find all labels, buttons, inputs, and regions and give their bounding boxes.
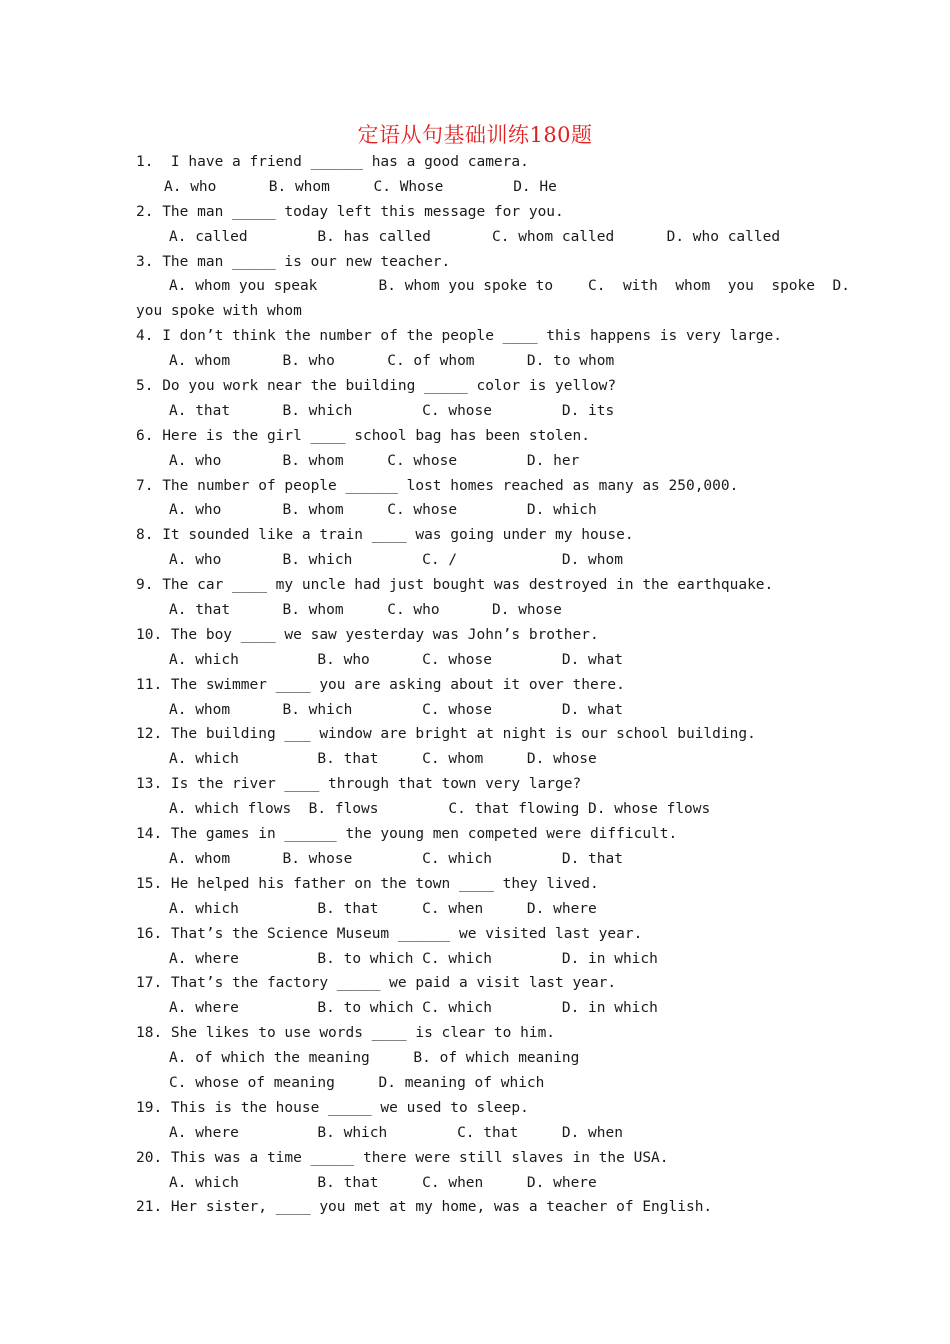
answer-options: A. of which the meaning B. of which meaning: [169, 1050, 580, 1067]
answer-options: A. that B. which C. whose D. its: [169, 402, 615, 419]
question-text: 16. That’s the Science Museum ______ we visited last year.: [136, 925, 643, 942]
question-text: 21. Her sister, ____ you met at my home, was a teacher of English.: [136, 1199, 713, 1216]
question-text: 5. Do you work near the building _____ color is yellow?: [136, 378, 617, 395]
question-list: [136, 150, 850, 1220]
answer-options: A. who B. which C. / D. whom: [169, 552, 623, 569]
answer-options: A. who B. whom C. whose D. which: [169, 502, 597, 519]
answer-options: A. which B. that C. whom D. whose: [169, 751, 597, 768]
question-text: 15. He helped his father on the town ____ they lived.: [136, 875, 599, 892]
question-text: 6. Here is the girl ____ school bag has been stolen.: [136, 427, 590, 444]
answer-options: A. which B. that C. when D. where: [169, 900, 597, 917]
answer-options: A. whom you speak B. whom you spoke to C. with whom you spoke D.: [169, 278, 850, 295]
answer-options: A. whom B. who C. of whom D. to whom: [169, 353, 615, 370]
answer-options: A. where B. to which C. which D. in which: [169, 1000, 658, 1017]
answer-options: C. whose of meaning D. meaning of which: [169, 1074, 545, 1091]
question-text: 17. That’s the factory _____ we paid a visit last year.: [136, 975, 617, 992]
answer-options: A. which B. that C. when D. where: [169, 1174, 597, 1191]
question-text: you spoke with whom: [136, 303, 302, 320]
page-title: 定语从句基础训练180题: [357, 123, 593, 147]
question-text: 9. The car ____ my uncle had just bought was destroyed in the earthquake.: [136, 577, 774, 594]
question-text: 10. The boy ____ we saw yesterday was John’s brother.: [136, 626, 599, 643]
question-text: 14. The games in ______ the young men competed were difficult.: [136, 826, 678, 843]
answer-options: A. called B. has called C. whom called D. who called: [169, 228, 781, 245]
question-text: 1. I have a friend ______ has a good camera.: [136, 154, 529, 170]
question-text: 18. She likes to use words ____ is clear to him.: [136, 1025, 556, 1042]
question-text: 3. The man _____ is our new teacher.: [136, 253, 451, 270]
answer-options: A. that B. whom C. who D. whose: [169, 602, 562, 619]
question-text: 8. It sounded like a train ____ was going under my house.: [136, 527, 634, 544]
answer-options: A. where B. which C. that D. when: [169, 1124, 623, 1141]
answer-options: A. which B. who C. whose D. what: [169, 651, 623, 668]
answer-options: A. whom B. whose C. which D. that: [169, 850, 623, 867]
question-text: 19. This is the house _____ we used to sleep.: [136, 1099, 529, 1116]
question-text: 12. The building ___ window are bright at night is our school building.: [136, 726, 756, 743]
question-text: 20. This was a time _____ there were still slaves in the USA.: [136, 1149, 669, 1166]
answer-options: A. who B. whom C. whose D. her: [169, 452, 580, 469]
answer-options: A. whom B. which C. whose D. what: [169, 701, 623, 718]
question-text: 13. Is the river ____ through that town very large?: [136, 776, 582, 793]
question-text: 2. The man _____ today left this message for you.: [136, 203, 564, 220]
answer-options: A. where B. to which C. which D. in which: [169, 950, 658, 967]
answer-options: A. who B. whom C. Whose D. He: [164, 178, 557, 195]
question-text: 7. The number of people ______ lost homes reached as many as 250,000.: [136, 477, 739, 494]
question-text: 4. I don’t think the number of the people ____ this happens is very large.: [136, 328, 783, 345]
answer-options: A. which flows B. flows C. that flowing D. whose flows: [169, 801, 711, 818]
question-text: 11. The swimmer ____ you are asking about it over there.: [136, 676, 625, 693]
